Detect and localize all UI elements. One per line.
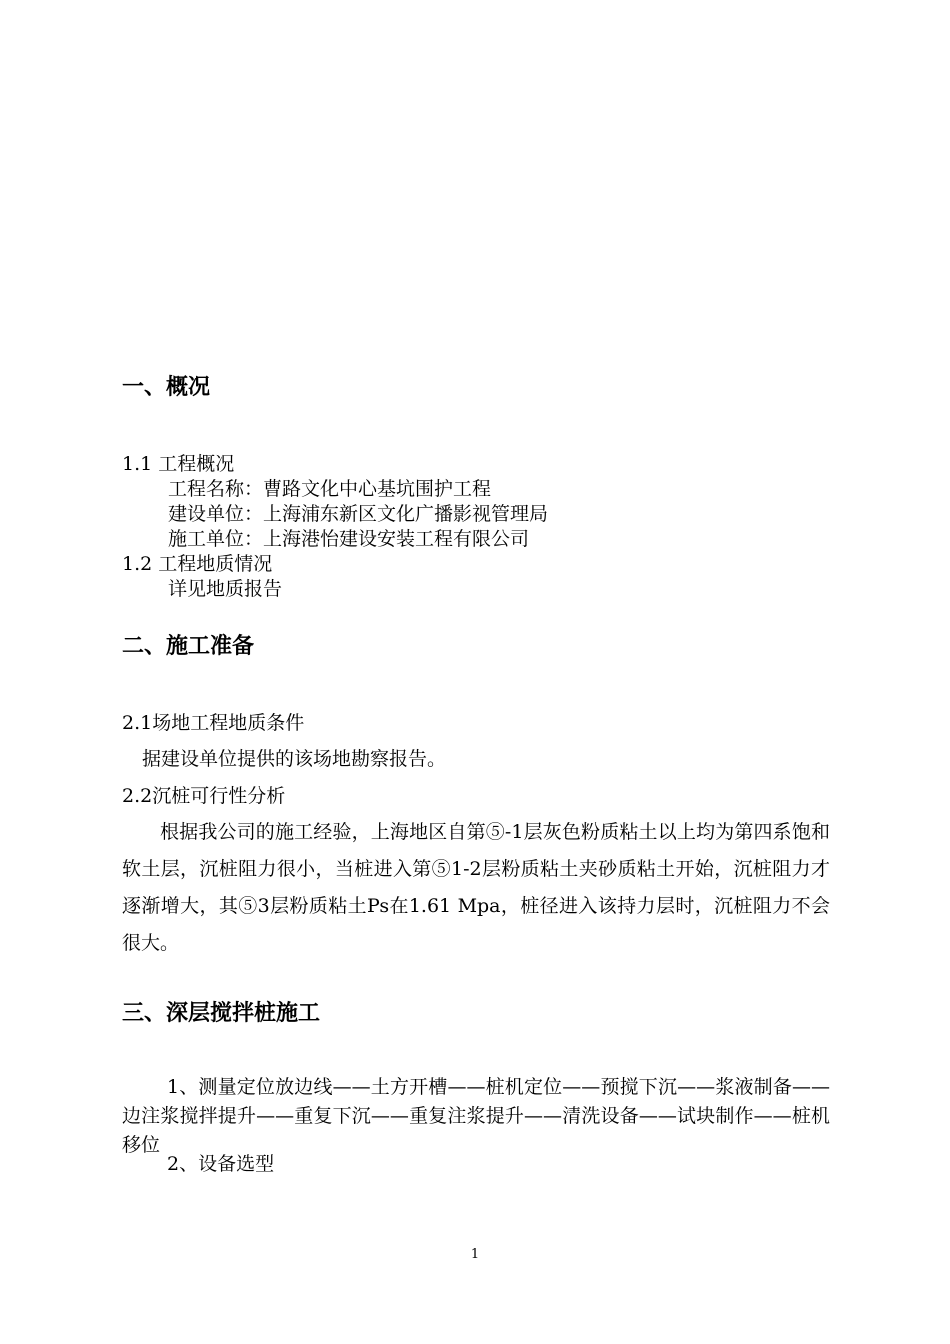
section-heading-overview: 一、概况 [122,375,211,400]
equipment-selection-item: 2、设备选型 [167,1153,275,1175]
project-name-line: 工程名称：曹路文化中心基坑围护工程 [168,478,492,500]
page-number: 1 [470,1247,480,1262]
builder-line: 建设单位：上海浦东新区文化广播影视管理局 [168,503,549,525]
section-heading-preparation: 二、施工准备 [122,634,255,659]
section-heading-deep-mixing-pile: 三、深层搅拌桩施工 [122,1001,321,1026]
feasibility-body: 根据我公司的施工经验，上海地区自第⑤-1层灰色粉质粘土以上均为第四系饱和软土层，沉桩阻力很小，当桩进入第⑤1-2层粉质粘土夹砂质粘土开始，沉桩阻力才逐渐增大，其⑤3层粉质粘土Ps在1.61 Mpa，桩径进入该持力层时，沉桩阻力不会很大。 [122,821,830,954]
geology-body: 详见地质报告 [168,578,283,600]
subsection-title-geology: 1.2 工程地质情况 [122,553,273,575]
process-flow-item: 1、测量定位放边线——土方开槽——桩机定位——预搅下沉——浆液制备——边注浆搅拌提升——重复下沉——重复注浆提升——清洗设备——试块制作——桩机移位 [122,1076,830,1156]
subsection-title-project-overview: 1.1 工程概况 [122,453,235,475]
subsection-title-feasibility: 2.2沉桩可行性分析 [122,785,286,807]
subsection-title-site-conditions: 2.1场地工程地质条件 [122,712,305,734]
site-conditions-body: 据建设单位提供的该场地勘察报告。 [142,748,447,770]
contractor-line: 施工单位：上海港怡建设安装工程有限公司 [168,528,530,550]
